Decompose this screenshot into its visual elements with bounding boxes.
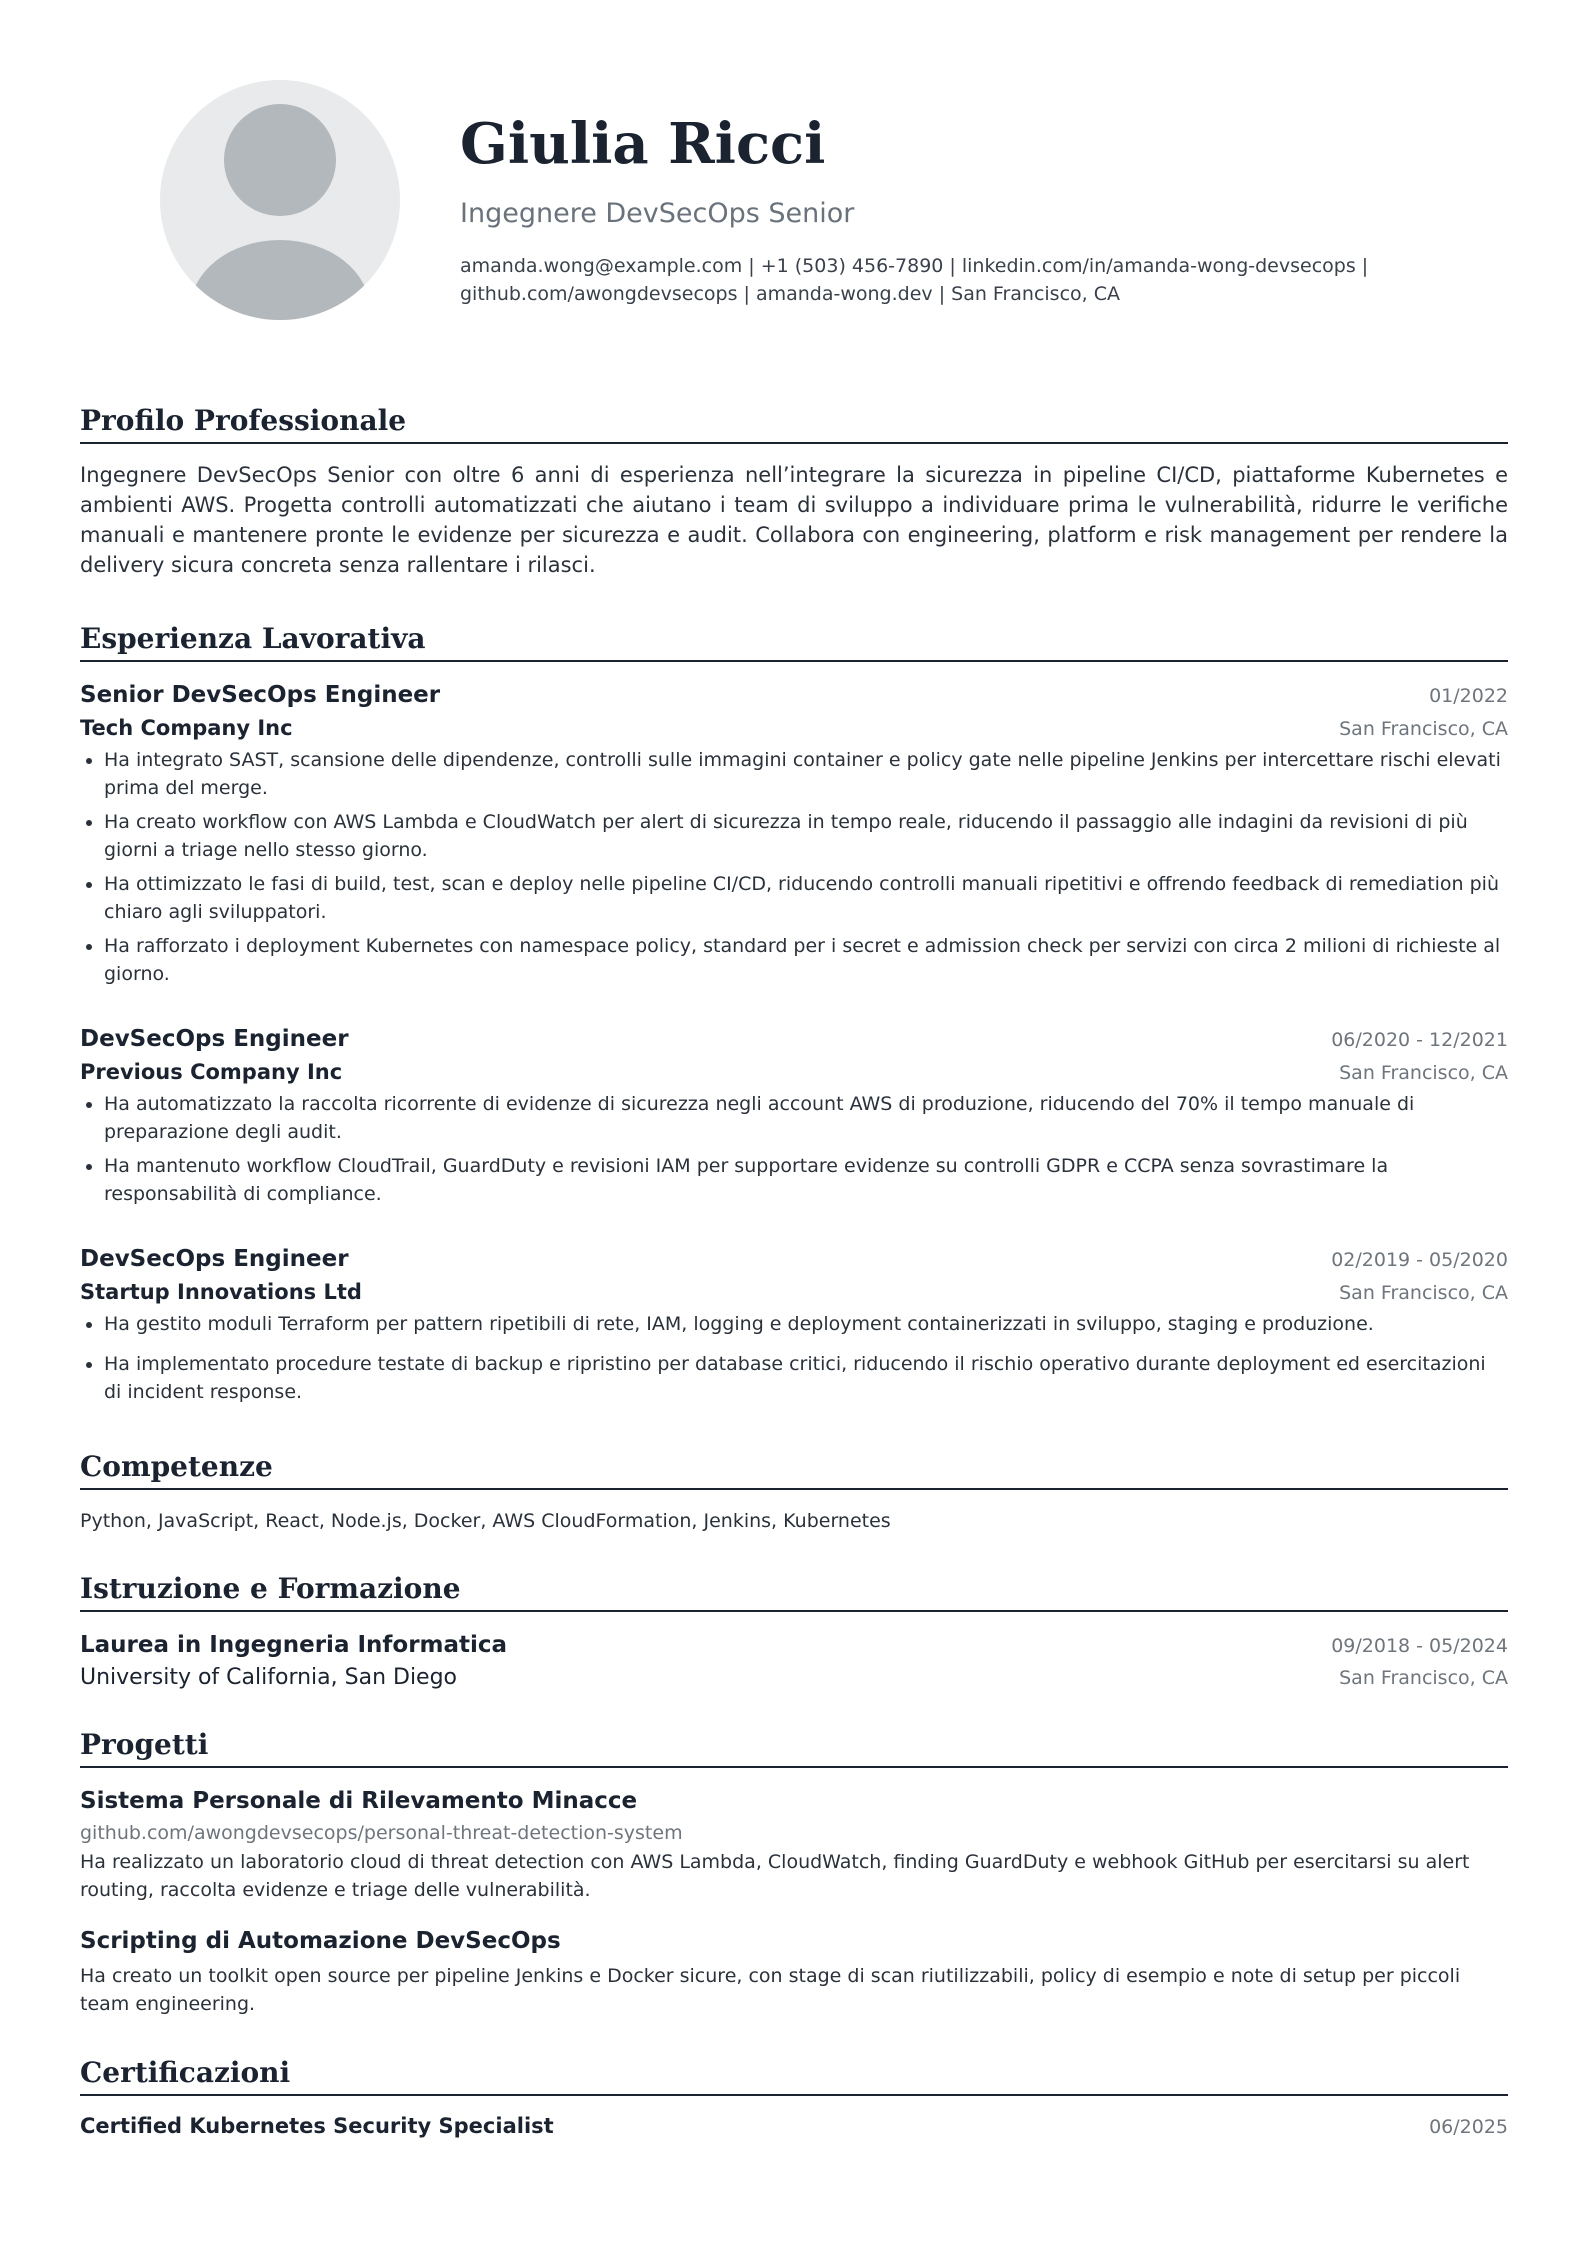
candidate-name: Giulia Ricci: [460, 111, 826, 177]
experience-heading: Esperienza Lavorativa: [80, 620, 1508, 662]
resume-header: [80, 0, 1508, 370]
project-entry: [80, 1924, 1508, 2018]
job-bullets: [80, 746, 1508, 988]
job-entry: [80, 1242, 1508, 1406]
contact-line-2: github.com/awongdevsecops | amanda-wong.dev | San Francisco, CA: [460, 283, 1120, 305]
profile-section: [80, 402, 1508, 580]
experience-section: [80, 620, 1508, 1406]
project-entry: [80, 1784, 1508, 1904]
job-location: San Francisco, CA: [1339, 718, 1508, 740]
contact-info: [460, 252, 1588, 308]
job-bullet: • Ha automatizzato la raccolta ricorrente di evidenze di sicurezza negli account AWS di produzione, riducendo del 70% il tempo manuale di preparazione degli audit.: [104, 1090, 1508, 1146]
project-link[interactable]: github.com/awongdevsecops/personal-threat-detection-system: [80, 1822, 683, 1844]
job-bullet: • Ha rafforzato i deployment Kubernetes con namespace policy, standard per i secret e admission check per servizi con circa 2 milioni di richieste al giorno.: [104, 932, 1508, 988]
job-bullets: [80, 1090, 1508, 1208]
job-date: 01/2022: [1429, 685, 1508, 707]
job-bullet: • Ha gestito moduli Terraform per pattern ripetibili di rete, IAM, logging e deployment containerizzati in sviluppo, staging e produzione.: [104, 1310, 1508, 1338]
education-entry: [80, 1628, 1508, 1694]
avatar-head-shape: [224, 104, 336, 216]
job-bullet: • Ha ottimizzato le fasi di build, test, scan e deploy nelle pipeline CI/CD, riducendo controlli manuali ripetitivi e offrendo feedback di remediation più chiaro agli sviluppatori.: [104, 870, 1508, 926]
contact-line-1: amanda.wong@example.com | +1 (503) 456-7890 | linkedin.com/in/amanda-wong-devsecops |: [460, 255, 1369, 277]
avatar-placeholder-icon: [160, 80, 400, 320]
job-date: 02/2019 - 05/2020: [1331, 1249, 1508, 1271]
job-company: Previous Company Inc: [80, 1060, 343, 1084]
certification-name: Certified Kubernetes Security Specialist: [80, 2114, 554, 2138]
avatar-body-shape: [190, 240, 370, 320]
certifications-section: [80, 2054, 1508, 2142]
job-location: San Francisco, CA: [1339, 1282, 1508, 1304]
job-role: Senior DevSecOps Engineer: [80, 682, 441, 708]
job-bullet: • Ha implementato procedure testate di backup e ripristino per database critici, riducendo il rischio operativo durante deployment ed esercitazioni di incident response.: [104, 1350, 1508, 1406]
candidate-title: Ingegnere DevSecOps Senior: [460, 198, 855, 229]
education-section: [80, 1570, 1508, 1694]
certification-entry: [80, 2110, 1508, 2142]
education-date: 09/2018 - 05/2024: [1331, 1635, 1508, 1657]
projects-heading: Progetti: [80, 1726, 1508, 1768]
job-date: 06/2020 - 12/2021: [1331, 1029, 1508, 1051]
job-bullet: • Ha creato workflow con AWS Lambda e CloudWatch per alert di sicurezza in tempo reale, riducendo il passaggio alle indagini da revisioni di più giorni a triage nello stesso giorno.: [104, 808, 1508, 864]
job-company: Tech Company Inc: [80, 716, 293, 740]
job-role: DevSecOps Engineer: [80, 1246, 349, 1272]
education-location: San Francisco, CA: [1339, 1667, 1508, 1689]
skills-heading: Competenze: [80, 1448, 1508, 1490]
job-company: Startup Innovations Ltd: [80, 1280, 362, 1304]
skills-list: Python, JavaScript, React, Node.js, Docker, AWS CloudFormation, Jenkins, Kubernetes: [80, 1510, 891, 1532]
job-entry: [80, 1022, 1508, 1208]
project-title: Sistema Personale di Rilevamento Minacce: [80, 1788, 638, 1814]
job-location: San Francisco, CA: [1339, 1062, 1508, 1084]
project-title: Scripting di Automazione DevSecOps: [80, 1928, 561, 1954]
education-degree: Laurea in Ingegneria Informatica: [80, 1632, 508, 1658]
skills-section: [80, 1448, 1508, 1536]
job-entry: [80, 678, 1508, 988]
job-bullet: • Ha mantenuto workflow CloudTrail, GuardDuty e revisioni IAM per supportare evidenze su controlli GDPR e CCPA senza sovrastimare la responsabilità di compliance.: [104, 1152, 1508, 1208]
project-description: Ha creato un toolkit open source per pipeline Jenkins e Docker sicure, con stage di scan riutilizzabili, policy di esempio e note di setup per piccoli team engineering.: [80, 1965, 1461, 2015]
profile-summary: Ingegnere DevSecOps Senior con oltre 6 anni di esperienza nell’integrare la sicurezza in pipeline CI/CD, piattaforme Kubernetes e ambienti AWS. Progetta controlli automatizzati che aiutano i team di sviluppo a individuare prima le vulnerabilità, ridurre le verifiche manuali e mantenere pronte le evidenze per sicurezza e audit. Collabora con engineering, platform e risk management per rendere la delivery sicura concreta senza rallentare i rilasci.: [80, 463, 1508, 577]
education-school: University of California, San Diego: [80, 1665, 458, 1690]
profile-heading: Profilo Professionale: [80, 402, 1508, 444]
education-heading: Istruzione e Formazione: [80, 1570, 1508, 1612]
job-bullets: [80, 1310, 1508, 1406]
projects-section: [80, 1726, 1508, 2018]
certifications-heading: Certificazioni: [80, 2054, 1508, 2096]
job-role: DevSecOps Engineer: [80, 1026, 349, 1052]
identity-block: [460, 106, 1588, 308]
certification-date: 06/2025: [1429, 2116, 1508, 2138]
job-bullet: • Ha integrato SAST, scansione delle dipendenze, controlli sulle immagini container e policy gate nelle pipeline Jenkins per intercettare rischi elevati prima del merge.: [104, 746, 1508, 802]
project-description: Ha realizzato un laboratorio cloud di threat detection con AWS Lambda, CloudWatch, finding GuardDuty e webhook GitHub per esercitarsi su alert routing, raccolta evidenze e triage delle vulnerabilità.: [80, 1851, 1470, 1901]
